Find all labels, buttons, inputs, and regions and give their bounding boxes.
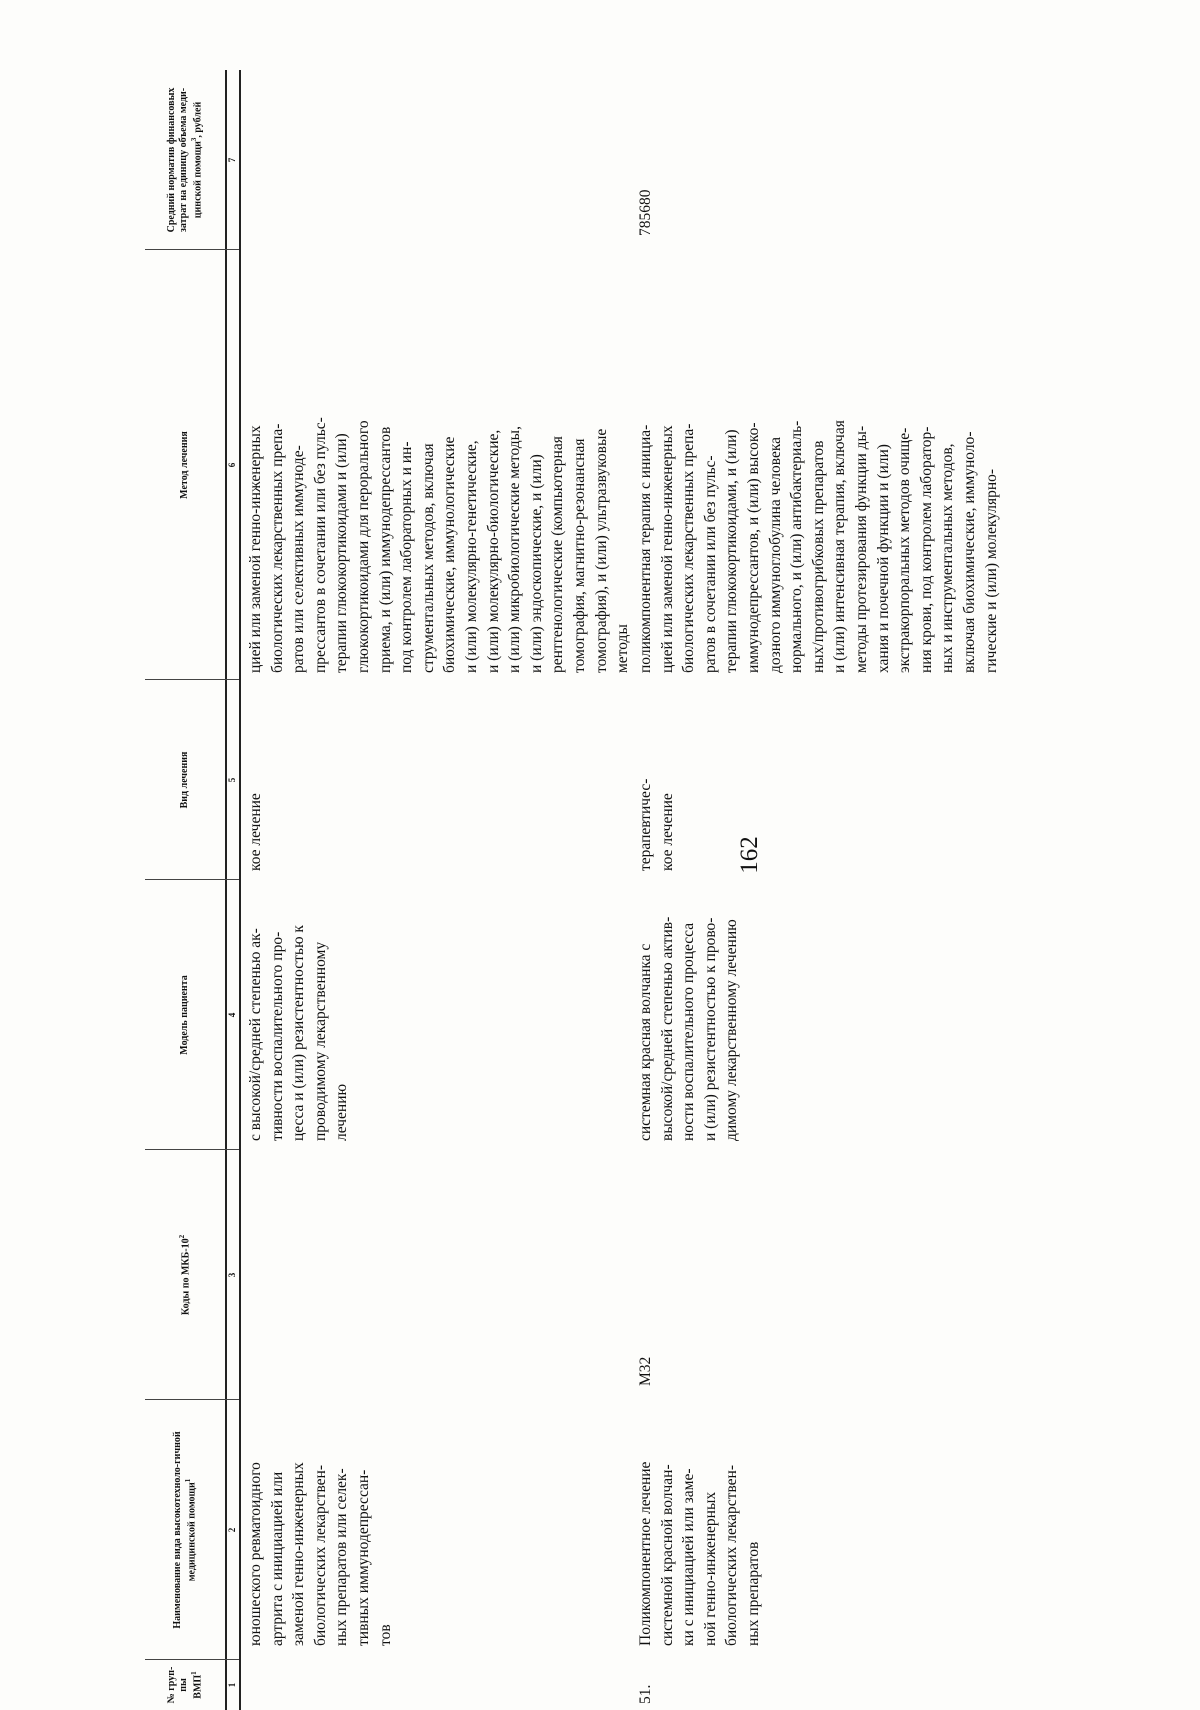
column-number: 2 [227, 1527, 237, 1533]
number-row-rule [239, 70, 241, 1710]
column-number: 5 [227, 777, 237, 783]
cell-group-no: 51. [637, 1684, 654, 1704]
cell-icd-codes: M32 [637, 1356, 654, 1386]
column-number: 1 [227, 1682, 237, 1688]
cell-treatment-method: поликомпонентная терапия с инициа- цией или заменой генно-инженерных биологических лекарственных препа- ратов в сочетании или без пульс- терапии глюкокортикоидами, и (или) иммунодепрессантов, и (или) высоко- дозного иммуноглобулина человека нормального, и (или) антибактериаль- ных/противогрибковых препаратов и (или) интенсивная терапия, включая методы протезирования функции ды- хания и почечной функции и (или) экстракорпоральных методов очище- ния крови, под контролем лаборатор- ных и инструментальных методов, включая биохимические, иммуноло- гические и (или) молекулярно- [637, 420, 1000, 673]
cell-cost: 785680 [637, 189, 654, 236]
column-number: 4 [227, 1012, 237, 1018]
column-number: 7 [227, 157, 237, 163]
header-group-no: № груп-пы ВМП$^1$ [165, 1666, 204, 1704]
cell-treatment-type: терапевтичес- кое лечение [637, 778, 676, 871]
header-icd-codes: Коды по МКБ-$10^2$ [177, 1234, 192, 1316]
column-number: 6 [227, 462, 237, 468]
cell-treatment-method: цией или заменой генно-инженерных биологических лекарственных препа- ратов или селективных иммуноде- прессантов в сочетании или без пульс- терапии глюкокортикоидами и (или) глюкокортикоидами для перорального приема, и (или) иммунодепрессантов под контролем лабораторных и ин- струментальных методов, включая биохимические, иммунологические и (или) молекулярно-генетические, и (или) молекулярно-биологические, и (или) микробиологические методы, и (или) эндоскопические, и (или) рентгенологические (компьютерная томография, магнитно-резонансная томография), и (или) ультразвуковые методы [247, 417, 632, 673]
page-number: 162 [736, 836, 763, 874]
header-patient-model: Модель пациента [179, 975, 190, 1055]
cell-care-type: юношеского ревматоидного артрита с инициацией или заменой генно-инженерных биологических лекарствен- ных препаратов или селек- тивных иммунодепрессан- тов [247, 1462, 394, 1646]
header-care-type: Наименование вида высокотехноло-гичной медицинской помощи$^1$ [171, 1431, 198, 1629]
column-number: 3 [227, 1272, 237, 1278]
rotated-table [145, 70, 1200, 1710]
header-treatment-method: Метод лечения [179, 431, 190, 499]
cell-patient-model: системная красная волчанка с высокой/средней степенью актив- ности воспалительного процесса и (или) резистентностью к прово- димому лекарственному лечению [637, 916, 741, 1141]
cell-care-type: Поликомпонентное лечение системной красной волчан- ки с инициацией или заме- ной генно-инженерных биологических лекарствен- ных препаратов [637, 1461, 762, 1646]
cell-patient-model: с высокой/средней степенью ак- тивности воспалительного про- цесса и (или) резистентностью к проводимому лекарственному лечению [247, 925, 351, 1141]
cell-treatment-type: кое лечение [247, 793, 264, 871]
header-cost: Средний норматив финансовых затрат на единицу объема меди-цинской помощи$^3$, рублей [165, 87, 204, 233]
header-treatment-type: Вид лечения [179, 751, 190, 809]
